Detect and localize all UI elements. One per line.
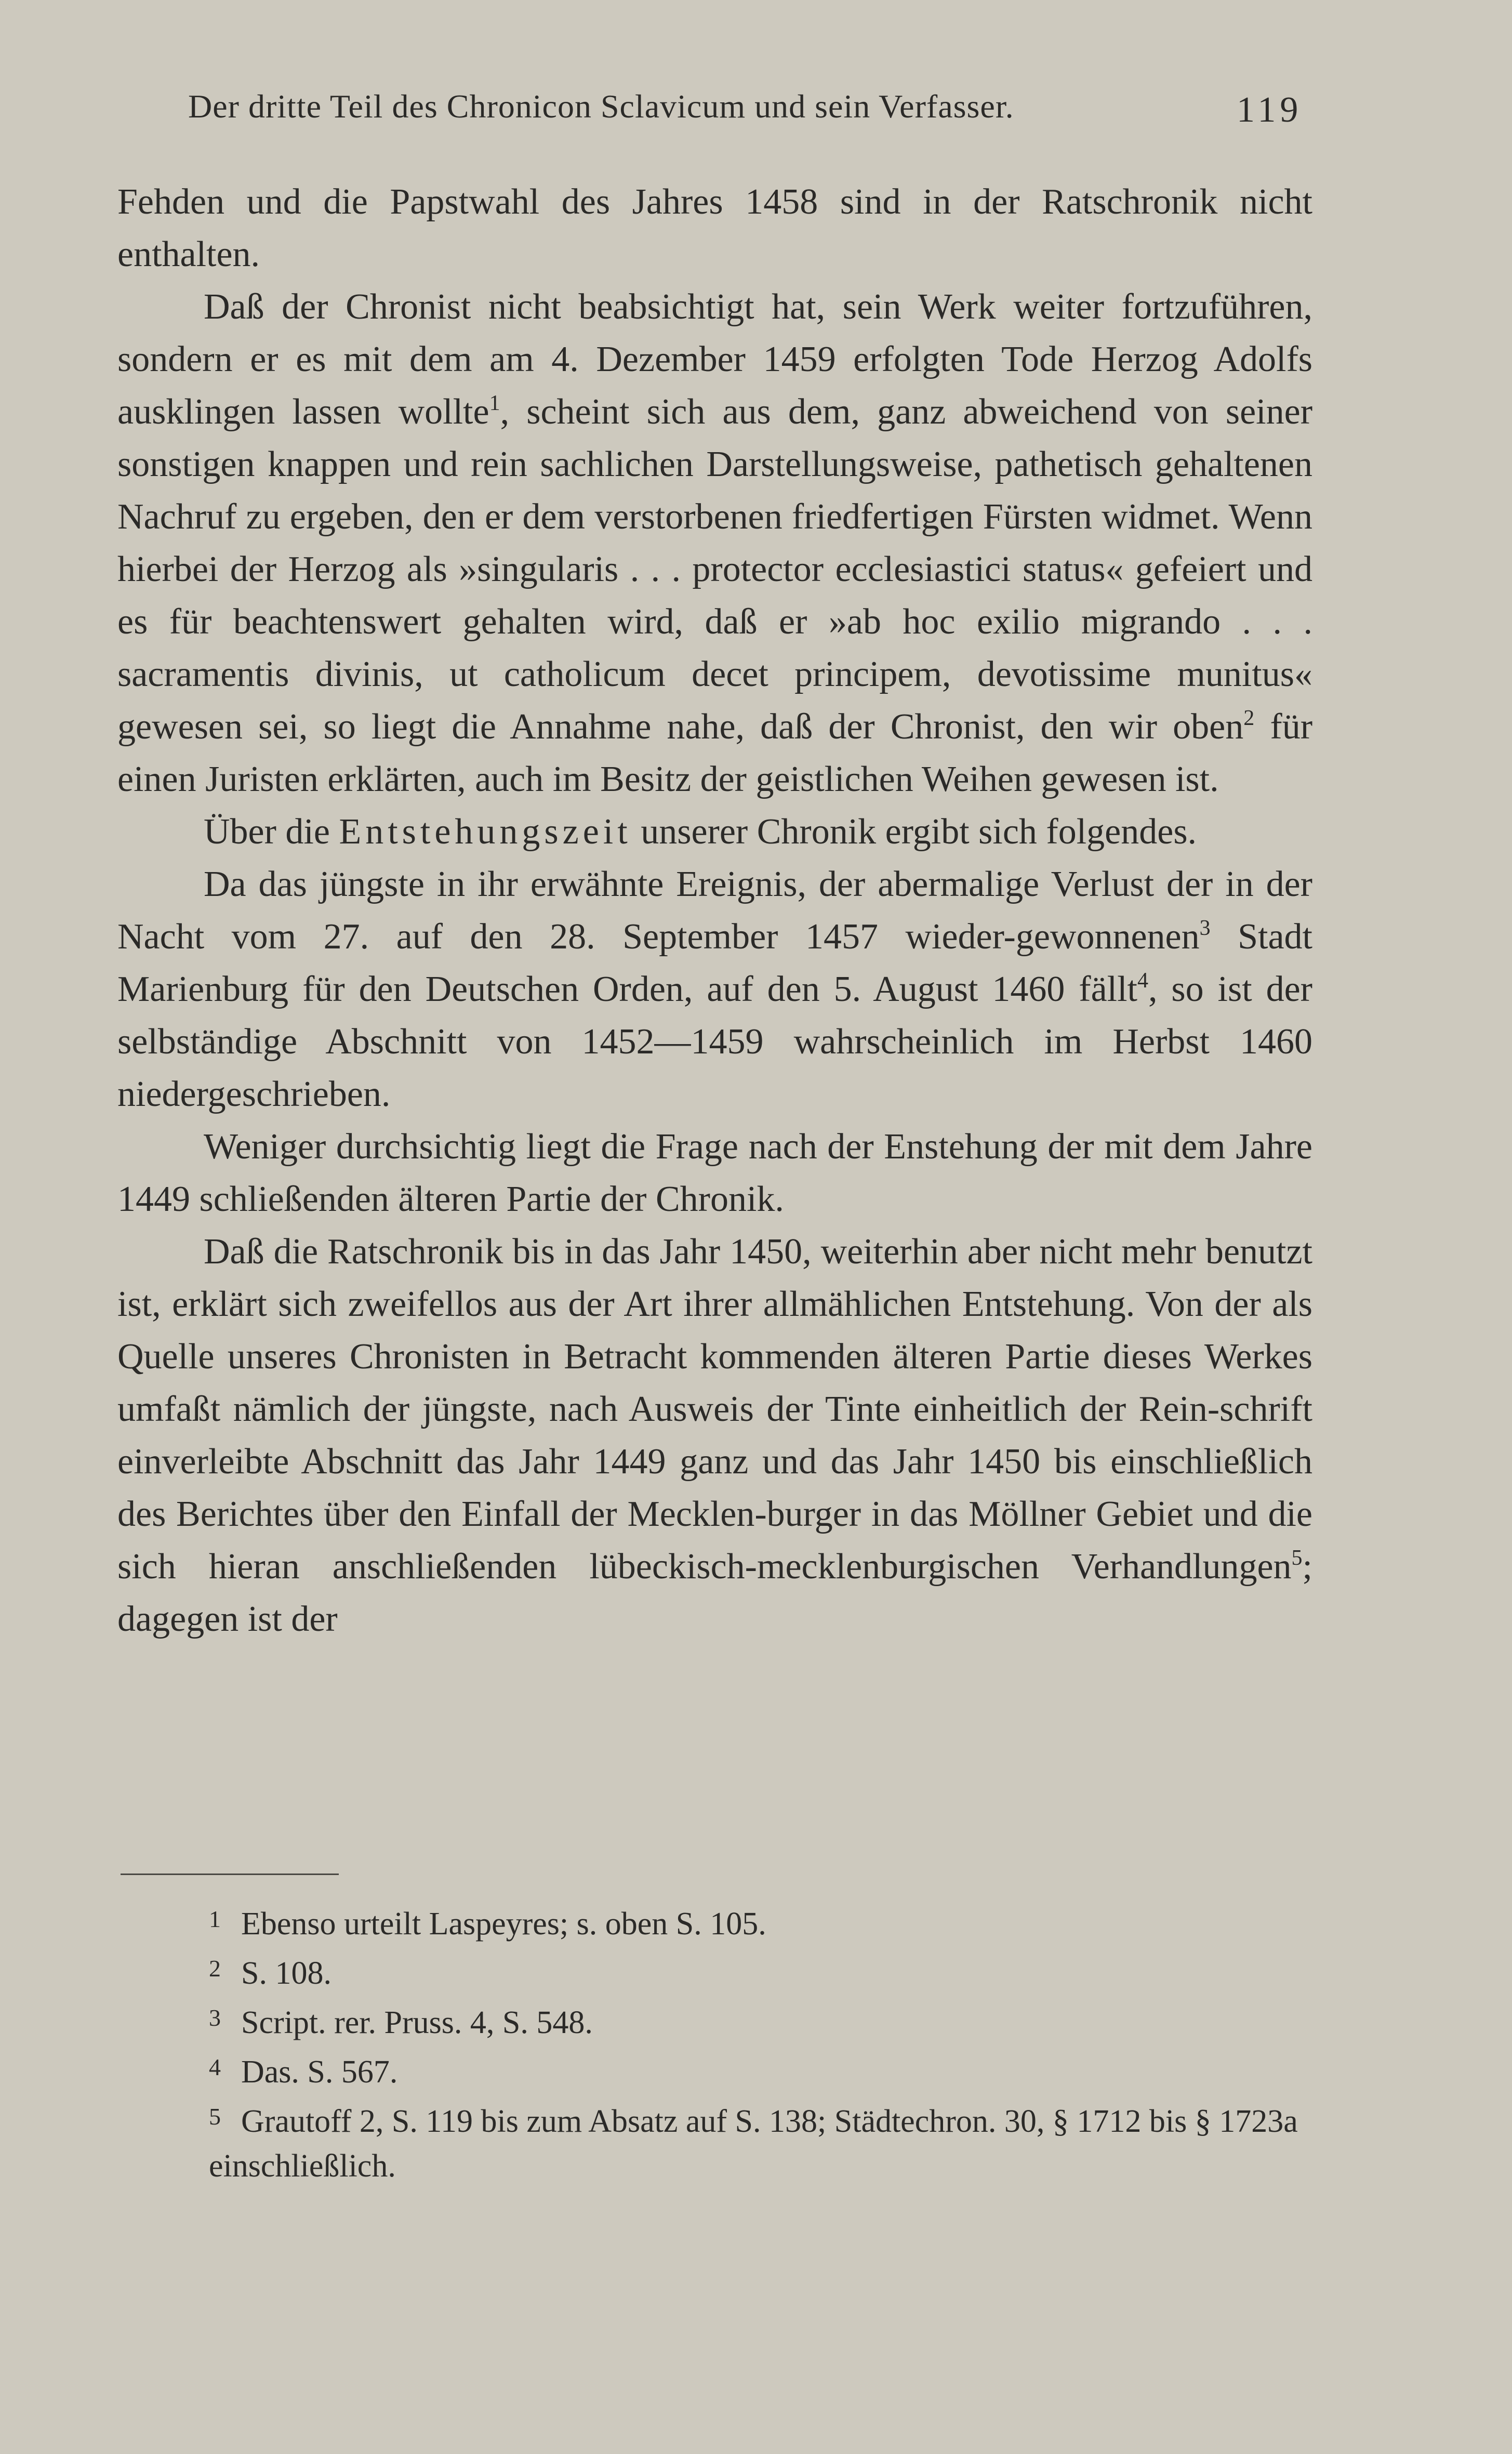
page-number: 119 xyxy=(1237,90,1303,130)
running-header: Der dritte Teil des Chronicon Sclavicum und sein Verfasser. xyxy=(188,88,1014,125)
footnote-number: 1 xyxy=(209,1906,221,1932)
paragraph-1 xyxy=(117,176,1312,281)
footnote-separator xyxy=(121,1874,339,1875)
paragraph-text: Daß die Ratschronik bis in das Jahr 1450, weiterhin aber nicht mehr benutzt ist, erklärt sich zweifellos aus der Art ihrer allmählichen Entstehung. Von der als Quelle unseres Chronisten in Betracht kommenden älteren Partie dieses Werkes umfaßt nämlich der jüngste, nach Ausweis der Tinte einheitlich der Rein-schrift einverleibte Abschnitt das Jahr 1449 ganz und das Jahr 1450 bis einschließlich des Berichtes über den Einfall der Mecklen-burger in das Möllner Gebiet und die sich hieran anschließenden lübeckisch-mecklenburgischen Verhandlungen xyxy=(117,1232,1312,1587)
paragraph-text: für einen Juristen erklärten, auch im Besitz der geistlichen Weihen gewesen ist. xyxy=(117,707,1313,799)
footnote-ref-2: 2 xyxy=(1243,706,1255,730)
footnote-text: S. 108. xyxy=(241,1956,331,1991)
footnote-text: Grautoff 2, S. 119 bis zum Absatz auf S. 138; Städtechron. 30, § 1712 bis § 1723a einschließlich. xyxy=(209,2104,1298,2184)
footnote-ref-3: 3 xyxy=(1199,916,1211,940)
paragraph-text: Daß der Chronist nicht beabsichtigt hat, sein Werk weiter fortzuführen, sondern er es mit dem am 4. Dezember 1459 erfolgten Tode Herzog Adolfs ausklingen lassen wollte xyxy=(117,287,1312,432)
footnote-ref-5: 5 xyxy=(1291,1546,1303,1570)
footnote-number: 4 xyxy=(209,2054,221,2080)
footnote-1 xyxy=(121,1897,1316,1946)
footnote-3 xyxy=(121,1996,1316,2045)
paragraph-text: Weniger durchsichtig liegt die Frage nach der Enstehung der mit dem Jahre 1449 schließenden älteren Partie der Chronik. xyxy=(117,1127,1312,1219)
paragraph-text: Stadt Marienburg für den Deutschen Orden, auf den 5. August 1460 fällt xyxy=(117,917,1313,1009)
footnotes xyxy=(121,1897,1316,2188)
footnote-4 xyxy=(121,2045,1316,2094)
paragraph-text: ; dagegen ist der xyxy=(117,1547,1312,1639)
footnote-number: 5 xyxy=(209,2103,221,2130)
paragraph-4 xyxy=(117,858,1312,1120)
footnote-text: Script. rer. Pruss. 4, S. 548. xyxy=(241,2005,593,2040)
paragraph-text: Über die xyxy=(204,812,339,852)
footnote-number: 3 xyxy=(209,2004,221,2031)
footnote-text: Ebenso urteilt Laspeyres; s. oben S. 105. xyxy=(241,1906,766,1942)
footnote-ref-4: 4 xyxy=(1137,969,1148,993)
paragraph-text: , so ist der selbständige Abschnitt von 1452—1459 wahrscheinlich im Herbst 1460 niedergeschrieben. xyxy=(117,969,1312,1114)
paragraph-text: Da das jüngste in ihr erwähnte Ereignis, der abermalige Verlust der in der Nacht vom 27. auf den 28. September 1457 wieder-gewonnenen xyxy=(117,864,1312,957)
paragraph-2 xyxy=(117,281,1312,806)
paragraph-5 xyxy=(117,1120,1312,1225)
footnote-ref-1: 1 xyxy=(489,391,500,415)
paragraph-text: , scheint sich aus dem, ganz abweichend von seiner sonstigen knappen und rein sachlichen Darstellungsweise, pathetisch gehaltenen Nachruf zu ergeben, den er dem verstorbenen friedfertigen Fürsten widmet. Wenn hierbei der Herzog als »singularis . . . protector ecclesiastici status« gefeiert und es für beachtenswert gehalten wird, daß er »ab hoc exilio migrando . . . sacramentis divinis, ut catholicum decet principem, devotissime munitus« gewesen sei, so liegt die Annahme nahe, daß der Chronist, den wir oben xyxy=(117,392,1313,747)
paragraph-text: Fehden und die Papstwahl des Jahres 1458 sind in der Ratschronik nicht enthalten. xyxy=(117,182,1312,274)
main-text xyxy=(117,176,1312,1645)
footnote-number: 2 xyxy=(209,1955,221,1982)
paragraph-text: unserer Chronik ergibt sich folgendes. xyxy=(631,812,1197,852)
paragraph-3 xyxy=(117,806,1312,858)
footnote-2 xyxy=(121,1946,1316,1996)
footnote-text: Das. S. 567. xyxy=(241,2054,398,2090)
paragraph-6 xyxy=(117,1225,1312,1645)
emphasized-term: Entstehungszeit xyxy=(339,812,632,852)
footnote-5 xyxy=(121,2094,1316,2188)
